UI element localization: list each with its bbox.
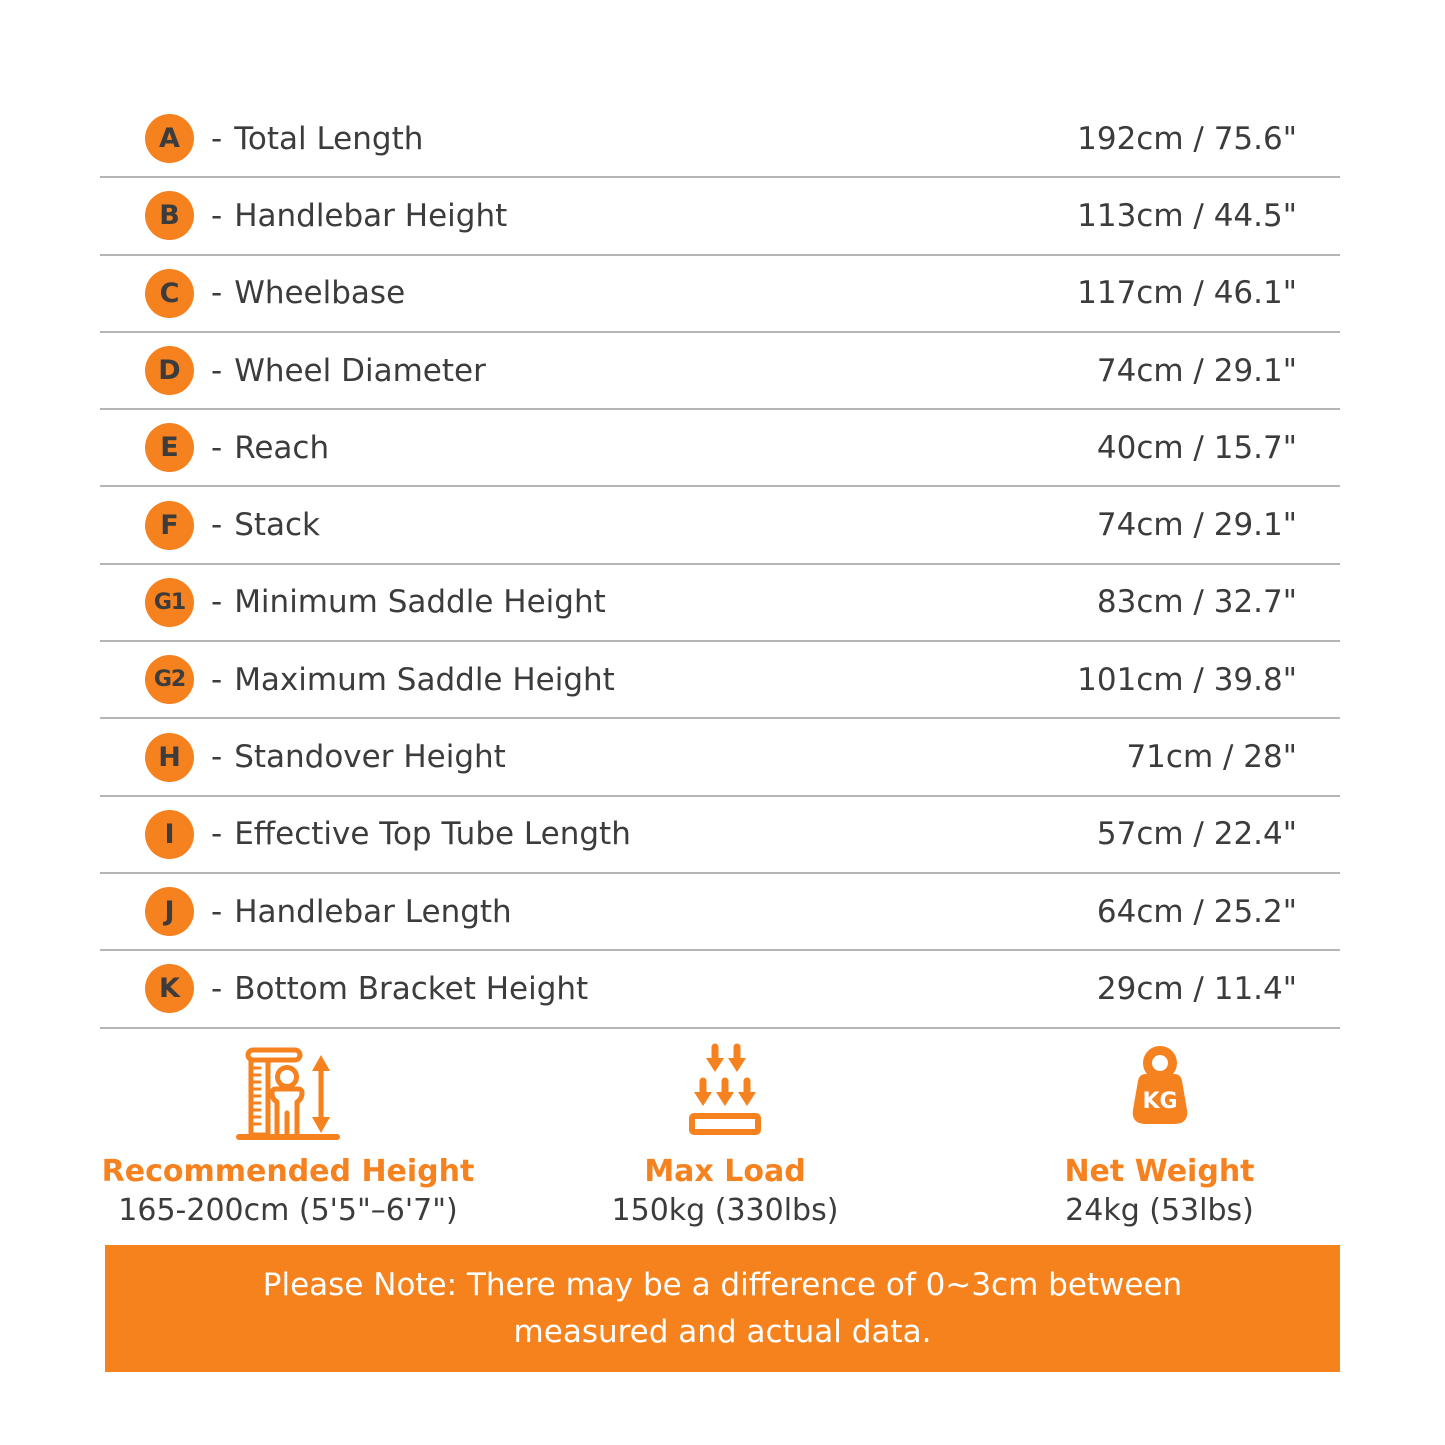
kettlebell-icon (1110, 1042, 1210, 1142)
spec-row (100, 410, 1340, 487)
row-dash: - (211, 584, 223, 621)
stat-max-load (471, 1042, 979, 1228)
row-dash: - (211, 275, 223, 312)
spec-row (100, 333, 1340, 410)
spec-row (100, 256, 1340, 333)
row-badge: J (145, 887, 194, 936)
row-badge: G2 (145, 655, 194, 704)
spec-row (100, 874, 1340, 951)
spec-table (100, 101, 1340, 1029)
height-measure-icon (236, 1042, 340, 1142)
row-badge: D (145, 346, 194, 395)
row-badge: I (145, 810, 194, 859)
stats-section (101, 1042, 1340, 1228)
spec-row (100, 642, 1340, 719)
row-dash: - (211, 661, 223, 698)
spec-row (100, 719, 1340, 796)
stat-title: Net Weight (1064, 1154, 1255, 1189)
spec-row (100, 951, 1340, 1028)
row-value: 117cm / 46.1" (1077, 275, 1297, 312)
row-label: Reach (234, 429, 330, 466)
kg-label: KG (1141, 1089, 1178, 1114)
row-label: Minimum Saddle Height (234, 584, 606, 621)
row-value: 71cm / 28" (1126, 739, 1297, 776)
row-label: Stack (234, 507, 321, 544)
row-dash: - (211, 739, 223, 776)
row-dash: - (211, 893, 223, 930)
spec-row (100, 797, 1340, 874)
row-dash: - (211, 352, 223, 389)
row-badge: F (145, 501, 194, 550)
row-badge: G1 (145, 578, 194, 627)
row-dash: - (211, 429, 223, 466)
row-badge: K (145, 964, 194, 1013)
row-value: 192cm / 75.6" (1077, 120, 1297, 157)
spec-row (100, 487, 1340, 564)
row-badge: B (145, 191, 194, 240)
stat-net-weight (979, 1042, 1340, 1228)
row-dash: - (211, 507, 223, 544)
row-value: 40cm / 15.7" (1096, 429, 1297, 466)
row-label: Bottom Bracket Height (234, 970, 589, 1007)
row-dash: - (211, 816, 223, 853)
row-label: Wheel Diameter (234, 352, 486, 389)
stat-title: Max Load (644, 1154, 806, 1189)
row-badge: C (145, 269, 194, 318)
row-value: 29cm / 11.4" (1096, 970, 1297, 1007)
note-line-1: Please Note: There may be a difference of 0~3cm between (262, 1266, 1183, 1303)
row-dash: - (211, 970, 223, 1007)
row-badge: E (145, 423, 194, 472)
row-badge: H (145, 733, 194, 782)
spec-row (100, 178, 1340, 255)
row-value: 101cm / 39.8" (1077, 661, 1297, 698)
row-label: Total Length (234, 120, 424, 157)
stat-value: 24kg (53lbs) (1065, 1193, 1254, 1228)
row-label: Standover Height (234, 739, 506, 776)
row-dash: - (211, 120, 223, 157)
row-value: 113cm / 44.5" (1077, 197, 1297, 234)
stat-value: 150kg (330lbs) (611, 1193, 839, 1228)
spec-row (100, 565, 1340, 642)
row-dash: - (211, 197, 223, 234)
note-line-2: measured and actual data. (513, 1313, 932, 1350)
max-load-icon (675, 1042, 775, 1142)
row-label: Maximum Saddle Height (234, 661, 615, 698)
row-value: 64cm / 25.2" (1096, 893, 1297, 930)
stat-value: 165-200cm (5'5"–6'7") (118, 1193, 458, 1228)
row-label: Effective Top Tube Length (234, 816, 631, 853)
stat-recommended-height (101, 1042, 475, 1228)
row-badge: A (145, 114, 194, 163)
stat-title: Recommended Height (101, 1154, 475, 1189)
row-value: 74cm / 29.1" (1096, 507, 1297, 544)
spec-row (100, 101, 1340, 178)
row-value: 83cm / 32.7" (1096, 584, 1297, 621)
row-value: 57cm / 22.4" (1096, 816, 1297, 853)
row-label: Wheelbase (234, 275, 406, 312)
row-value: 74cm / 29.1" (1096, 352, 1297, 389)
note-banner (105, 1245, 1340, 1372)
row-label: Handlebar Length (234, 893, 512, 930)
row-label: Handlebar Height (234, 197, 508, 234)
